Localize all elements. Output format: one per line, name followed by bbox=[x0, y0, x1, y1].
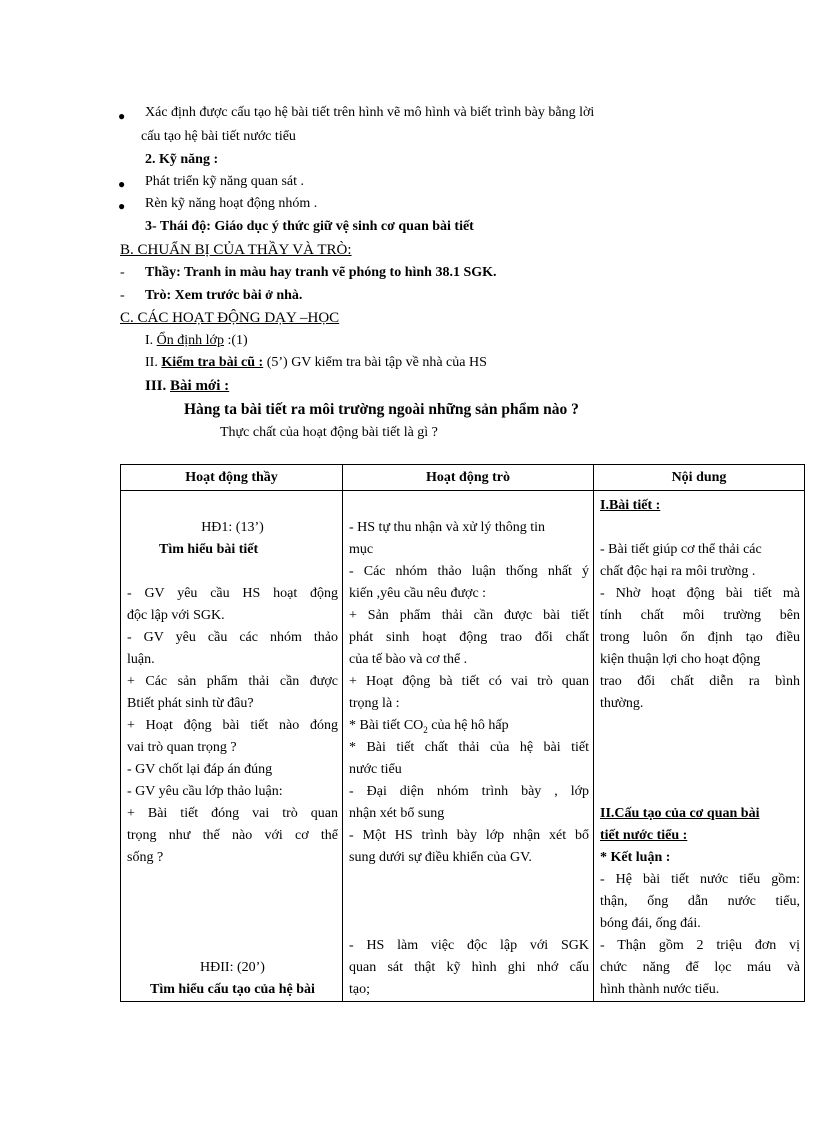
student-line: mục bbox=[349, 542, 374, 557]
student-line: phát sinh hoạt động trao đổi chất bbox=[349, 630, 589, 645]
content-line: tính chất môi trường bên bbox=[600, 608, 800, 623]
teacher-line: + Các sản phẩm thải cần được bbox=[127, 674, 338, 689]
teacher-line: trọng như thế nào với cơ thể bbox=[127, 828, 338, 843]
section-2-title: II.Cấu tạo của cơ quan bài bbox=[600, 806, 760, 821]
student-line: - Các nhóm thảo luận thống nhất ý bbox=[349, 564, 589, 579]
student-line: trọng là : bbox=[349, 696, 400, 711]
skills-heading: 2. Kỹ năng : bbox=[145, 152, 219, 167]
teacher-line: Btiết phát sinh từ đâu? bbox=[127, 696, 254, 711]
teacher-line: sống ? bbox=[127, 850, 164, 865]
section-1-title: I.Bài tiết : bbox=[600, 498, 661, 513]
student-line: - Đại diện nhóm trình bày , lớp bbox=[349, 784, 589, 799]
content-line: trao đổi chất diễn ra bình bbox=[600, 674, 800, 689]
skill-1: Phát triển kỹ năng quan sát . bbox=[145, 174, 305, 189]
teacher-column bbox=[121, 491, 343, 1002]
bullet-icon: ● bbox=[118, 109, 126, 123]
student-line: sung dưới sự điều khiển của GV. bbox=[349, 850, 532, 865]
student-line: - HS tự thu nhận và xử lý thông tin bbox=[349, 520, 545, 535]
header-student: Hoạt động trò bbox=[343, 465, 594, 491]
hd1-subtitle: Tìm hiểu bài tiết bbox=[159, 542, 259, 557]
oldlesson-label: Kiểm tra bài cũ : bbox=[161, 355, 264, 370]
teacher-line: - GV yêu cầu lớp thảo luận: bbox=[127, 784, 283, 799]
content-line: bóng đái, ống đái. bbox=[600, 916, 701, 931]
objective-line-2: cấu tạo hệ bài tiết nước tiểu bbox=[141, 129, 296, 144]
content-line: trong luôn ổn định tạo điều bbox=[600, 630, 800, 645]
teacher-line: độc lập với SGK. bbox=[127, 608, 225, 623]
co2-text: * Bài tiết CO bbox=[349, 718, 424, 733]
objective-line-1: Xác định được cấu tạo hệ bài tiết trên hình vẽ mô hình và biết trình bày bằng lời bbox=[145, 105, 595, 120]
oldlesson-line: II. Kiểm tra bài cũ : (5’) GV kiểm tra bài tập về nhà của HS bbox=[145, 355, 487, 370]
student-column bbox=[343, 491, 594, 1002]
teacher-line: - GV yêu cầu HS hoạt động bbox=[127, 586, 338, 601]
newlesson-label: Bài mới : bbox=[170, 378, 230, 394]
lesson-table bbox=[120, 464, 805, 1002]
teacher-line: + Bài tiết đóng vai trò quan bbox=[127, 806, 338, 821]
lesson-question: Hàng ta bài tiết ra môi trường ngoài những sản phẩm nào ? bbox=[184, 401, 579, 418]
newlesson-line: III. Bài mới : bbox=[145, 378, 230, 394]
stabilize-label: Ổn định lớp bbox=[156, 333, 224, 348]
activities-heading: C. CÁC HOẠT ĐỘNG DẠY –HỌC bbox=[120, 310, 340, 326]
bullet-icon: ● bbox=[118, 199, 126, 213]
bullet-icon: ● bbox=[118, 177, 126, 191]
content-line: - Bài tiết giúp cơ thể thải các bbox=[600, 542, 762, 557]
lesson-subquestion: Thực chất của hoạt động bài tiết là gì ? bbox=[220, 425, 438, 440]
header-content: Nội dung bbox=[594, 465, 805, 491]
dash-marker: - bbox=[120, 265, 125, 280]
teacher-line: - GV yêu cầu các nhóm thảo bbox=[127, 630, 338, 645]
prep-student: Trò: Xem trước bài ở nhà. bbox=[145, 288, 303, 303]
student-line: nhận xét bổ sung bbox=[349, 806, 445, 821]
content-line: thường. bbox=[600, 696, 644, 711]
section-2-title-cont: tiết nước tiểu : bbox=[600, 828, 688, 843]
teacher-line: + Hoạt động bài tiết nào đóng bbox=[127, 718, 338, 733]
hd2-subtitle: Tìm hiểu cấu tạo của hệ bài bbox=[150, 982, 315, 997]
student-line: + Sản phẩm thải cần được bài tiết bbox=[349, 608, 589, 623]
teacher-line: vai trò quan trọng ? bbox=[127, 740, 237, 755]
prep-teacher: Thầy: Tranh in màu hay tranh vẽ phóng to hình 38.1 SGK. bbox=[145, 265, 497, 280]
hd1-title: HĐ1: (13’) bbox=[201, 520, 264, 535]
co2-rest: của hệ hô hấp bbox=[427, 718, 509, 733]
co2-subscript: 2 bbox=[423, 724, 428, 735]
student-line: nước tiểu bbox=[349, 762, 402, 777]
teacher-line: luận. bbox=[127, 652, 155, 667]
dash-marker: - bbox=[120, 288, 125, 303]
student-line: của tế bào và cơ thể . bbox=[349, 652, 468, 667]
content-line: thận, ống dẫn nước tiểu, bbox=[600, 894, 800, 909]
prep-heading: B. CHUẨN BỊ CỦA THẦY VÀ TRÒ: bbox=[120, 242, 352, 258]
student-line: - HS làm việc độc lập với SGK bbox=[349, 938, 589, 953]
attitude-line: 3- Thái độ: Giáo dục ý thức giữ vệ sinh cơ quan bài tiết bbox=[145, 219, 474, 234]
hd2-title: HĐII: (20’) bbox=[200, 960, 265, 975]
stabilize-line: I. Ổn định lớp :(1) bbox=[145, 333, 248, 348]
student-line: quan sát thật kỹ hình ghi nhớ cấu bbox=[349, 960, 589, 975]
conclusion-label: * Kết luận : bbox=[600, 850, 671, 865]
content-column bbox=[594, 491, 805, 1002]
stabilize-rest: :(1) bbox=[227, 333, 248, 348]
teacher-line: - GV chốt lại đáp án đúng bbox=[127, 762, 273, 777]
oldlesson-rest: (5’) GV kiểm tra bài tập về nhà của HS bbox=[266, 355, 487, 370]
student-line: tạo; bbox=[349, 982, 370, 997]
content-line: chức năng để lọc máu và bbox=[600, 960, 800, 975]
student-line: + Hoạt động bà tiết có vai trò quan bbox=[349, 674, 589, 689]
content-line: chất độc hại ra môi trường . bbox=[600, 564, 756, 579]
student-line: * Bài tiết chất thải của hệ bài tiết bbox=[349, 740, 589, 755]
content-line: - Hệ bài tiết nước tiểu gồm: bbox=[600, 872, 800, 887]
content-line: kiện thuận lợi cho hoạt động bbox=[600, 652, 761, 667]
header-teacher: Hoạt động thầy bbox=[121, 465, 343, 491]
content-line: hình thành nước tiểu. bbox=[600, 982, 720, 997]
content-line: - Nhờ hoạt động bài tiết mà bbox=[600, 586, 800, 601]
content-line: - Thận gồm 2 triệu đơn vị bbox=[600, 938, 800, 953]
skill-2: Rèn kỹ năng hoạt động nhóm . bbox=[145, 196, 318, 211]
student-line: kiến ,yêu cầu nêu được : bbox=[349, 586, 487, 601]
student-line: - Một HS trình bày lớp nhận xét bổ bbox=[349, 828, 589, 843]
